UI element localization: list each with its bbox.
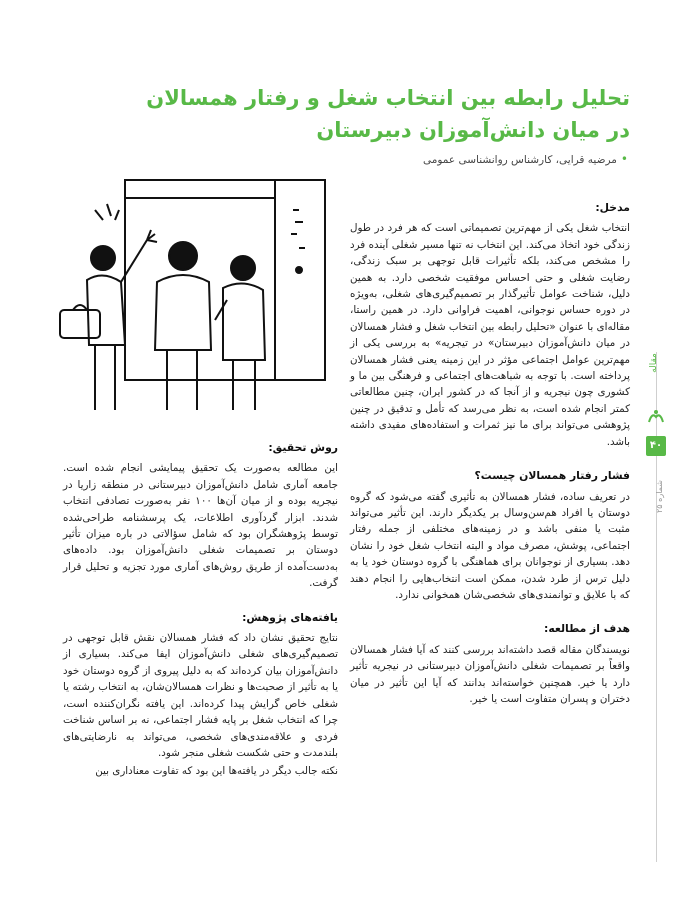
method-body: این مطالعه به‌صورت یک تحقیق پیمایشی انجام شده است. جامعه آماری شامل دانش‌آموزان دبیرستانی در منطقه زاریا در نیجریه بوده و از میان آن‌ها ۱۰۰ نفر به‌صورت تصادفی انتخاب شدند. ابزار گردآوری اطلاعات، یک پرسشنامه طراحی‌شده توسط پژوهشگران بود که شامل سؤالاتی در باره میزان تأثیر دوستان بر تصمیمات شغلی دانش‌آموزان بود. داده‌های به‌دست‌آمده از طریق روش‌های آماری مورد تجزیه و تحلیل قرار گرفت. — [63, 462, 338, 590]
left-column — [63, 440, 338, 798]
bullet-icon: • — [620, 152, 628, 166]
intro-body: انتخاب شغل یکی از مهم‌ترین تصمیماتی است که هر فرد در طول زندگی خود اتخاذ می‌کند. این انتخاب نه تنها مسیر شغلی آینده فرد را مشخص می‌کند، بلکه تأثیرات قابل توجهی بر سبک زندگی، رضایت شغلی و حتی احساس موفقیت شخصی دارد. به همین دلیل، شناخت عوامل تأثیرگذار بر تصمیم‌گیری‌های شغلی، به‌ویژه در دوره حساس نوجوانی، اهمیت فراوانی دارد. در همین راستا، مقاله‌ای با عنوان «تحلیل رابطه بین انتخاب شغل و فشار همسالان در میان دانش‌آموزان دبیرستان» در تیجریه» به بررسی یکی از مهم‌ترین عوامل اجتماعی مؤثر در این زمینه یعنی فشار همسالان پرداخته است. با توجه به شباهت‌های اجتماعی و فرهنگی بین ما و کشوری چون نیجریه و از آنجا که در کشور ایران، چنین مطالعاتی کمتر انجام شده است، به نظر می‌رسد که تأمل و تدقیق در چنین پژوهشی می‌تواند برای ما نیز ثمرات و استفاده‌های مفیدی داشته باشد. — [350, 222, 630, 448]
page-number: ۴۰ — [646, 436, 666, 456]
method-heading: روش تحقیق: — [268, 441, 338, 454]
section-label: مقاله — [649, 353, 660, 373]
page-sidebar — [646, 352, 666, 872]
findings-continuation: نکته جالب دیگر در یافته‌ها این بود که تفاوت معناداری بین — [95, 765, 338, 778]
goal-heading: هدف از مطالعه: — [544, 622, 630, 636]
title-line-2: در میان دانش‌آموزان دبیرستان — [316, 118, 630, 142]
peer-body: در تعریف ساده، فشار همسالان به تأثیری گفته می‌شود که گروه دوستان یا افراد هم‌سن‌وسال بر یکدیگر دارند. این تأثیر می‌تواند مثبت یا منفی باشد و در زمینه‌های مختلفی از جمله رفتار اجتماعی، پوشش، مصرف مواد و البته انتخاب شغل خود را نشان دهد. بسیاری از نوجوانان برای هماهنگی با گروه دوستان خود یا به دلیل ترس از طرد شدن، ممکن است انتخاب‌هایی را انجام دهند که با علایق و توانمندی‌های شخصی‌شان همخوانی ندارد. — [350, 490, 630, 601]
method-section — [63, 440, 338, 592]
findings-body: نتایج تحقیق نشان داد که فشار همسالان نقش قابل توجهی در تصمیم‌گیری‌های شغلی دانش‌آموزان ایفا می‌کند. بسیاری از دانش‌آموزان بیان کرده‌اند که به دلیل پیروی از گروه دوستان خود یا به تأثیر از صحبت‌ها و نظرات همسالان‌شان، به انتخاب رشته یا شغلی خاص گرایش پیدا کرده‌اند. این یافته نگران‌کننده است، چرا که انتخاب شغل بر پایه فشار اجتماعی، نه بر اساس شناخت فردی و علاقه‌مندی‌های شخصی، می‌تواند به نارضایتی‌های بلندمدت و حتی شکست شغلی منجر شود. — [63, 632, 338, 759]
findings-heading: یافته‌های پژوهش: — [242, 610, 338, 624]
peer-heading: فشار رفتار همسالان چیست؟ — [474, 469, 630, 483]
goal-section — [350, 621, 630, 707]
article-title — [70, 82, 630, 146]
right-column — [350, 200, 630, 725]
students-notice-board-illustration — [55, 170, 345, 420]
author-name: مرضیه قرایی، کارشناس روانشناسی عمومی — [422, 154, 617, 166]
author-line — [108, 152, 628, 166]
goal-body: نویسندگان مقاله قصد داشته‌اند بررسی کنند که آیا فشار همسالان واقعاً بر تصمیمات شغلی دانش‌آموزان دبیرستانی در نیجریه تأثیر دارد یا خیر. همچنین خواسته‌اند بدانند که آیا این تأثیر در میان دختران و پسران متفاوت است یا خیر. — [350, 643, 630, 705]
magazine-logo-icon — [646, 408, 666, 426]
intro-section — [350, 200, 630, 450]
issue-number: شماره ۲۵ — [655, 480, 665, 513]
title-line-1: تحلیل رابطه بین انتخاب شغل و رفتار همسالان — [146, 86, 630, 110]
findings-section — [63, 610, 338, 780]
sidebar-divider — [656, 352, 657, 862]
intro-heading: مدخل: — [595, 201, 630, 214]
briefcase — [60, 310, 100, 338]
peer-pressure-section — [350, 468, 630, 603]
